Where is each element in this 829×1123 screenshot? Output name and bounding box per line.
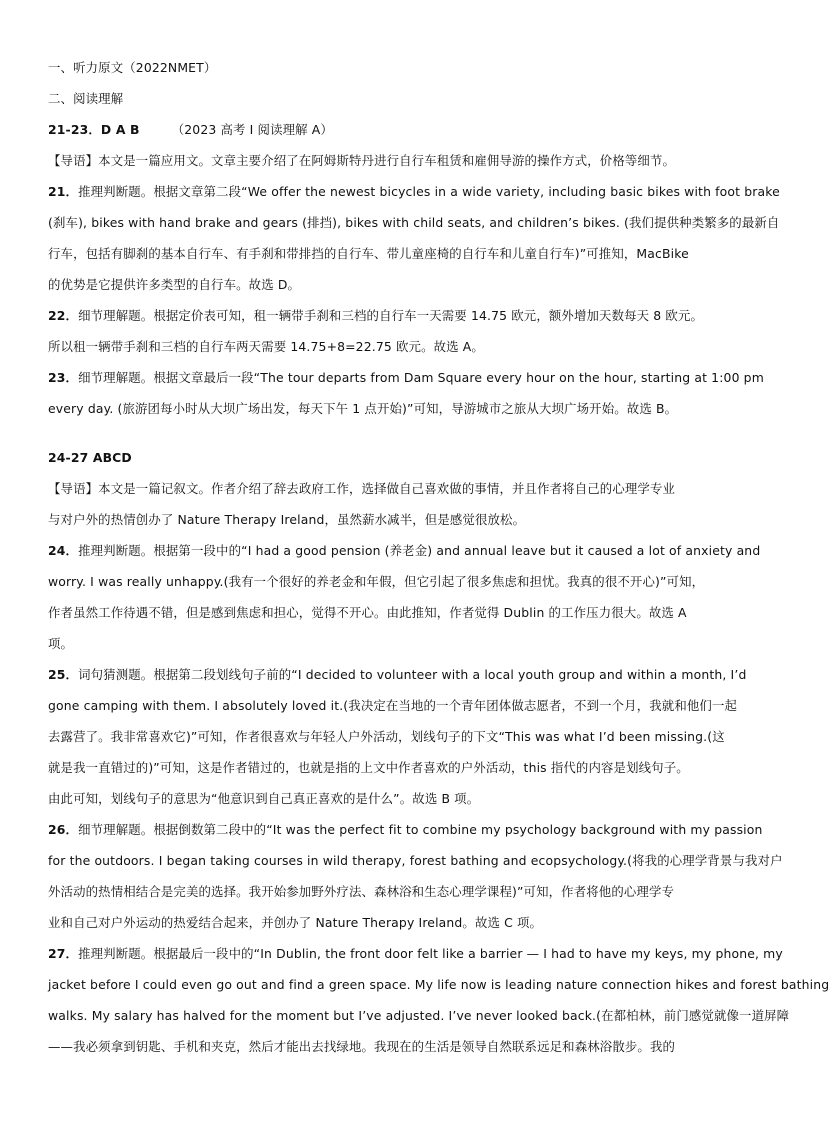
question-25-line-3: 去露营了。我非常喜欢它)”可知，作者很喜欢与年轻人户外活动，划线句子的下文“This was what I’d been missing.(这 bbox=[48, 729, 725, 744]
question-23-line-1: 细节理解题。根据文章最后一段“The tour departs from Dam Square every hour on the hour, starting at 1:00 pm bbox=[78, 370, 764, 385]
question-21-line-1: 推理判断题。根据文章第二段“We offer the newest bicycles in a wide variety, including basic bikes with foot brake bbox=[78, 184, 780, 199]
block2-guide-tag: 【导语】 bbox=[48, 481, 99, 496]
block1-guide-tag: 【导语】 bbox=[48, 153, 99, 168]
question-26-number: 26． bbox=[48, 822, 79, 837]
question-25-line-4: 就是我一直错过的)”可知，这是作者错过的，也就是指的上文中作者喜欢的户外活动，this 指代的内容是划线句子。 bbox=[48, 760, 689, 775]
question-27-line-4: ——我必须拿到钥匙、手机和夹克，然后才能出去找绿地。我现在的生活是领导自然联系远足和森林浴散步。我的 bbox=[48, 1039, 676, 1054]
question-26-line-4: 业和自己对户外运动的热爱结合起来，并创办了 Nature Therapy Ireland。故选 C 项。 bbox=[48, 915, 543, 930]
question-23-line-2: every day. (旅游团每小时从大坝广场出发，每天下午 1 点开始)”可知，导游城市之旅从大坝广场开始。故选 B。 bbox=[48, 401, 678, 416]
question-21-line-2: (刹车), bikes with hand brake and gears (排挡), bikes with child seats, and children’s bikes. (我们提供种类繁多的最新自 bbox=[48, 215, 780, 230]
question-25-number: 25． bbox=[48, 667, 79, 682]
question-27 bbox=[48, 938, 829, 1062]
block1-guide-line bbox=[48, 145, 748, 176]
block1-title-line bbox=[48, 114, 748, 145]
question-25-line-5: 由此可知，划线句子的意思为“他意识到自己真正喜欢的是什么”。故选 B 项。 bbox=[48, 791, 480, 806]
question-24-line-1: 推理判断题。根据第一段中的“I had a good pension (养老金) and annual leave but it caused a lot of anxiety and bbox=[78, 543, 761, 558]
question-27-line-1: 推理判断题。根据最后一段中的“In Dublin, the front door felt like a barrier — I had to have my keys, my phone, my bbox=[78, 946, 783, 961]
question-26-line-1: 细节理解题。根据倒数第二段中的“It was the perfect fit to combine my psychology background with my passion bbox=[78, 822, 763, 837]
question-21-number: 21． bbox=[48, 184, 79, 199]
block1-title: 21-23．D A B bbox=[48, 122, 140, 137]
question-27-line-2: jacket before I could even go out and find a green space. My life now is leading nature connection hikes and forest bathing bbox=[48, 977, 829, 992]
question-24-line-2: worry. I was really unhappy.(我有一个很好的养老金和年假，但它引起了很多焦虑和担忧。我真的很不开心)”可知， bbox=[48, 574, 705, 589]
block1-guide-text: 本文是一篇应用文。文章主要介绍了在阿姆斯特丹进行自行车租赁和雇佣导游的操作方式，价格等细节。 bbox=[98, 153, 676, 168]
block2-guide-line-1 bbox=[48, 473, 748, 504]
question-24 bbox=[48, 535, 761, 659]
question-24-line-4: 项。 bbox=[48, 636, 74, 651]
question-27-line-3: walks. My salary has halved for the moment but I’ve adjusted. I’ve never looked back.(在都柏林，前门感觉就像一道屏障 bbox=[48, 1008, 790, 1023]
question-21-line-4: 的优势是它提供许多类型的自行车。故选 D。 bbox=[48, 277, 301, 292]
question-21-line-3: 行车，包括有脚刹的基本自行车、有手刹和带排挡的自行车、带儿童座椅的自行车和儿童自行车)”可推知，MacBike bbox=[48, 246, 689, 261]
question-25-line-2: gone camping with them. I absolutely loved it.(我决定在当地的一个青年团体做志愿者，不到一个月，我就和他们一起 bbox=[48, 698, 738, 713]
question-22 bbox=[48, 300, 748, 362]
document-page bbox=[48, 52, 829, 1062]
block2-guide-line-2: 与对户外的热情创办了 Nature Therapy Ireland，虽然薪水减半，但是感觉很放松。 bbox=[48, 512, 526, 527]
question-23-number: 23． bbox=[48, 370, 79, 385]
question-26 bbox=[48, 814, 783, 938]
block2-guide-text-1: 本文是一篇记叙文。作者介绍了辞去政府工作，选择做自己喜欢做的事情，并且作者将自己的心理学专业 bbox=[98, 481, 676, 496]
question-27-number: 27． bbox=[48, 946, 79, 961]
question-22-number: 22． bbox=[48, 308, 79, 323]
question-25-line-1: 词句猜测题。根据第二段划线句子前的“I decided to volunteer with a local youth group and within a month, I’d bbox=[78, 667, 747, 682]
block2-title-line bbox=[48, 442, 748, 473]
block2-title: 24-27 ABCD bbox=[48, 450, 132, 465]
block1-note: （2023 高考 I 阅读理解 A） bbox=[171, 122, 333, 137]
question-22-line-2: 所以租一辆带手刹和三档的自行车两天需要 14.75+8=22.75 欧元。故选 A。 bbox=[48, 339, 484, 354]
question-26-line-2: for the outdoors. I began taking courses in wild therapy, forest bathing and ecopsychology.(将我的心理学背景与我对户 bbox=[48, 853, 783, 868]
question-24-number: 24． bbox=[48, 543, 79, 558]
section-reading-heading: 二、阅读理解 bbox=[48, 91, 124, 106]
section-listening-heading: 一、听力原文（2022NMET） bbox=[48, 60, 217, 75]
question-24-line-3: 作者虽然工作待遇不错，但是感到焦虑和担心，觉得不开心。由此推知，作者觉得 Dublin 的工作压力很大。故选 A bbox=[48, 605, 687, 620]
question-22-line-1: 细节理解题。根据定价表可知，租一辆带手刹和三档的自行车一天需要 14.75 欧元，额外增加天数每天 8 欧元。 bbox=[78, 308, 704, 323]
question-25 bbox=[48, 659, 748, 814]
question-23 bbox=[48, 362, 764, 424]
question-26-line-3: 外活动的热情相结合是完美的选择。我开始参加野外疗法、森林浴和生态心理学课程)”可知，作者将他的心理学专 bbox=[48, 884, 675, 899]
question-21 bbox=[48, 176, 780, 300]
